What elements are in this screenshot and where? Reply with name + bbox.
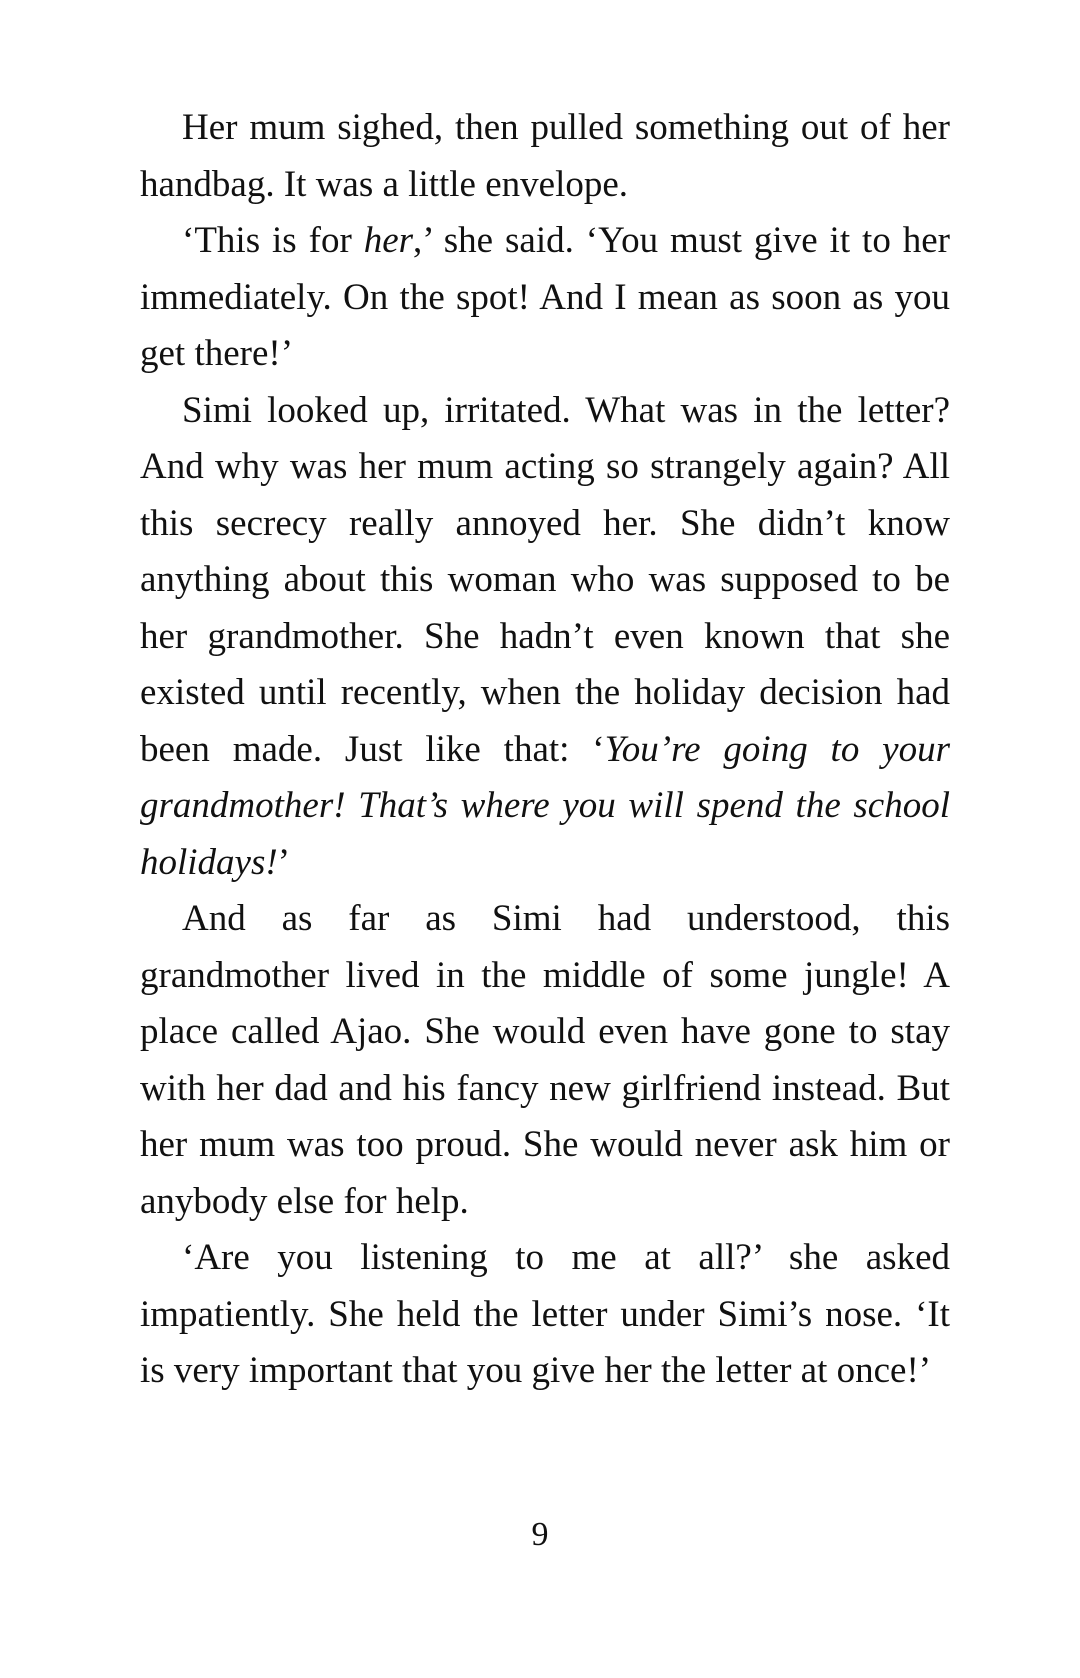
- italic-text-run: her: [363, 220, 414, 261]
- text-run: Simi looked up, irritated. What was in the letter? And why was her mum acting so strangely again? All this secrecy really annoyed her. She didn’t know anything about this woman who was supposed to be her grandmother. She hadn’t even known that she existed until recently, when the holiday decision had been made. Just like that: ‘: [140, 389, 950, 770]
- paragraph-3: [140, 383, 950, 892]
- text-run: ,’ she said. ‘You must give it to her immediately. On the spot! And I mean as soon as you get there!’: [140, 220, 950, 374]
- paragraph-2: [140, 213, 950, 383]
- paragraph-4: [140, 891, 950, 1230]
- page-body: [140, 100, 950, 1400]
- text-run: ‘This is for: [182, 220, 364, 261]
- text-run: ’: [277, 841, 291, 883]
- text-run: Her mum sighed, then pulled something out of her handbag. It was a little envelope.: [140, 107, 950, 205]
- text-run: ‘Are you listening to me at all?’ she asked impatiently. She held the letter under Simi’s nose. ‘It is very important that you give her the letter at once!’: [140, 1237, 950, 1391]
- text-run: And as far as Simi had understood, this grandmother lived in the middle of some jungle! A place called Ajao. She would even have gone to stay with her dad and his fancy new girlfriend instead. But her mum was too proud. She would never ask him or anybody else for help.: [140, 898, 950, 1222]
- paragraph-5: [140, 1230, 950, 1400]
- paragraph-1: [140, 100, 950, 213]
- italic-text-run: You’re going to your grandmother! That’s where you will spend the school holidays!: [140, 728, 950, 883]
- page-number: 9: [531, 1516, 549, 1553]
